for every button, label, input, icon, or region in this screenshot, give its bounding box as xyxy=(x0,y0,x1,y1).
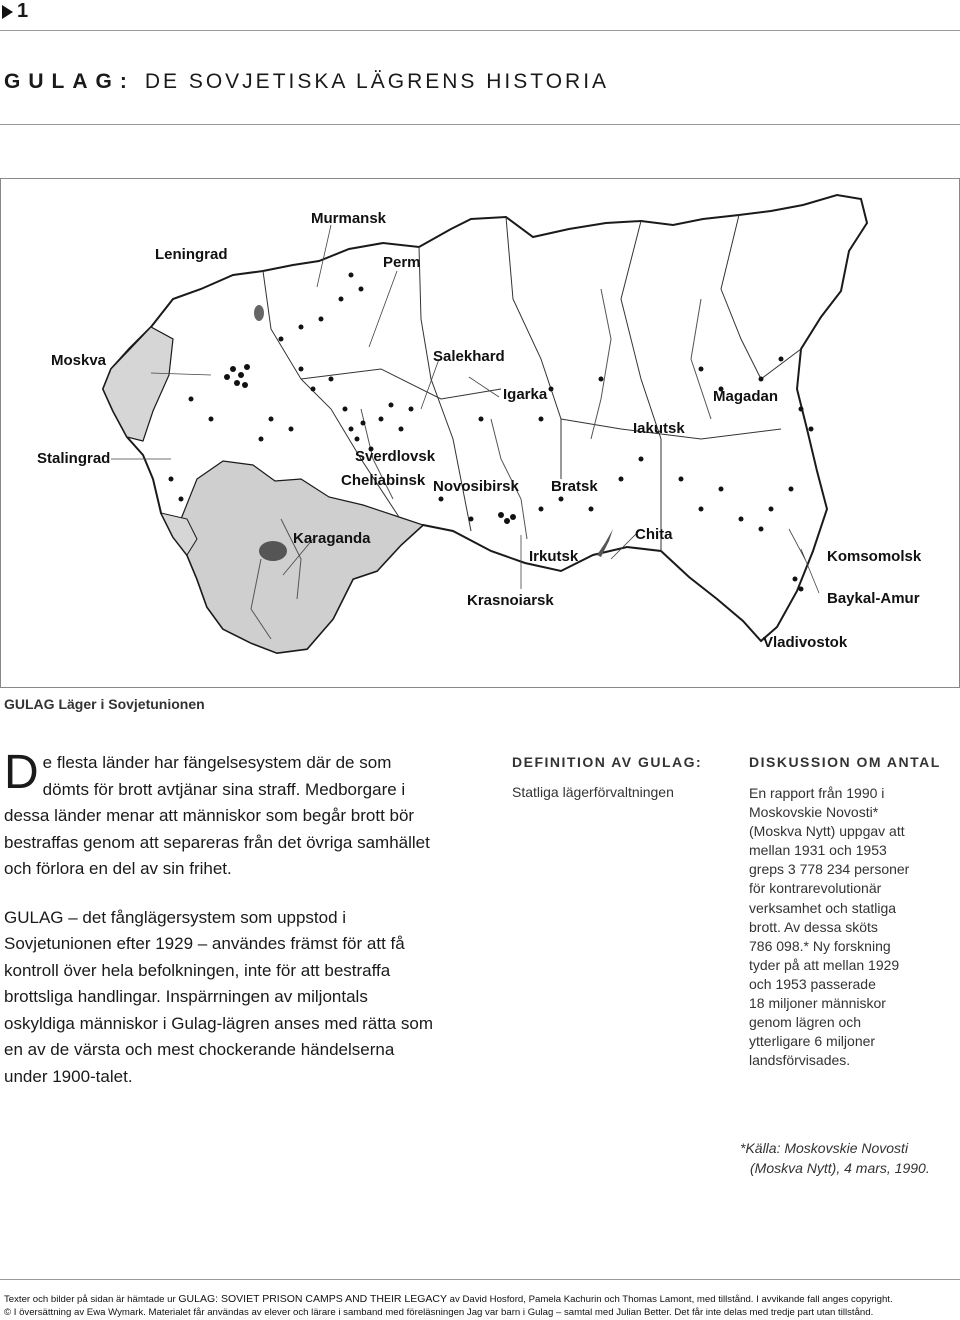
discussion-line: för kontrarevolutionär xyxy=(749,880,882,897)
discussion-line: greps 3 778 234 personer xyxy=(749,861,910,878)
discussion-line: brott. Av dessa sköts xyxy=(749,918,878,935)
discussion-text xyxy=(749,784,949,1070)
discussion-line: (Moskva Nytt) uppgav att xyxy=(749,823,905,840)
discussion-line: verksamhet och statliga xyxy=(749,899,897,916)
discussion-line: 786 098.* Ny forskning xyxy=(749,937,891,954)
label-irkutsk: Irkutsk xyxy=(529,548,579,565)
map-caption: GULAG Läger i Sovjetunionen xyxy=(4,696,205,712)
label-cheliabinsk: Cheliabinsk xyxy=(341,472,426,489)
discussion-line: Moskovskie Novosti* xyxy=(749,804,879,821)
footer xyxy=(4,1293,959,1319)
label-novosibirsk: Novosibirsk xyxy=(433,478,519,495)
discussion-line: ytterligare 6 miljoner xyxy=(749,1033,876,1050)
source-line-1: *Källa: Moskovskie Novosti xyxy=(740,1140,909,1156)
title-sub: DE SOVJETISKA LÄGRENS HISTORIA xyxy=(144,70,610,93)
definition-heading: DEFINITION AV GULAG: xyxy=(512,754,703,770)
footer-credit-c: av David Hosford, Pamela Kachurin och Thomas Lamont, med tillstånd. I avvikande fall anges copyright. xyxy=(449,1294,893,1305)
definition-text: Statliga lägerförvaltningen xyxy=(512,784,674,800)
footer-credit-a: Texter och bilder på sidan är hämtade ur xyxy=(4,1294,176,1305)
definition-box xyxy=(512,754,722,800)
top-rule xyxy=(0,30,960,31)
footer-rule xyxy=(0,1279,960,1280)
triangle-marker-icon xyxy=(2,5,13,19)
discussion-box xyxy=(749,754,949,1070)
lake-balkhash xyxy=(259,541,287,561)
label-moskva: Moskva xyxy=(51,352,107,369)
lake-ladoga xyxy=(254,305,264,321)
discussion-line: tyder på att mellan 1929 xyxy=(749,956,900,973)
title-main: GULAG: xyxy=(4,70,135,93)
label-bratsk: Bratsk xyxy=(551,478,598,495)
footer-line-1 xyxy=(4,1293,959,1306)
label-baykal-amur: Baykal-Amur xyxy=(827,590,920,607)
discussion-line: En rapport från 1990 i xyxy=(749,785,885,801)
label-stalingrad: Stalingrad xyxy=(37,450,111,467)
label-magadan: Magadan xyxy=(713,388,779,405)
label-krasnoiarsk: Krasnoiarsk xyxy=(467,592,554,609)
page-number xyxy=(2,0,28,23)
discussion-line: mellan 1931 och 1953 xyxy=(749,842,887,859)
title-rule xyxy=(0,124,960,125)
discussion-line: landsförvisades. xyxy=(749,1052,851,1069)
page-title xyxy=(4,70,609,94)
label-perm: Perm xyxy=(383,254,421,271)
discussion-heading: DISKUSSION OM ANTAL xyxy=(749,754,941,770)
label-chita: Chita xyxy=(635,526,673,543)
footer-book-title: GULAG: SOVIET PRISON CAMPS AND THEIR LEGACY xyxy=(178,1293,447,1305)
label-iakutsk: Iakutsk xyxy=(633,420,685,437)
discussion-line: och 1953 passerade xyxy=(749,975,876,992)
label-salekhard: Salekhard xyxy=(433,348,505,365)
body-paragraph-1 xyxy=(4,746,434,883)
page-number-text: 1 xyxy=(17,0,29,22)
label-murmansk: Murmansk xyxy=(311,210,387,227)
discussion-line: genom lägren och xyxy=(749,1014,862,1031)
label-igarka: Igarka xyxy=(503,386,548,403)
gulag-map xyxy=(0,178,960,688)
label-leningrad: Leningrad xyxy=(155,246,228,263)
label-komsomolsk: Komsomolsk xyxy=(827,548,922,565)
source-note xyxy=(740,1138,955,1178)
discussion-line: 18 miljoner människor xyxy=(749,995,886,1012)
label-karaganda: Karaganda xyxy=(293,530,371,547)
body-paragraph-1-text: e flesta länder har fängelsesystem där de som dömts för brott avtjänar sina straff. Medborgare i dessa länder menar att människor som begår brott bör bestraffas genom att separeras från det övriga samhället och förlora en del av sin frihet. xyxy=(4,753,430,878)
dropcap: D xyxy=(4,746,39,799)
body-text xyxy=(4,746,434,1090)
label-vladivostok: Vladivostok xyxy=(763,634,848,651)
label-sverdlovsk: Sverdlovsk xyxy=(355,448,436,465)
source-line-2: (Moskva Nytt), 4 mars, 1990. xyxy=(750,1160,930,1176)
footer-line-2: © I översättning av Ewa Wymark. Materialet får användas av elever och lärare i samband med föreläsningen Jag var barn i Gulag – samtal med Julian Better. Det får inte delas med tredje part utan tillstånd. xyxy=(4,1307,874,1318)
body-paragraph-2: GULAG – det fånglägersystem som uppstod i Sovjetunionen efter 1929 – användes främst för att få kontroll över hela befolkningen, inte för att bestraffa brottsliga handlingar. Inspärrningen av miljontals oskyldiga människor i Gulag-lägren anses med rätta som en av de värsta och mest chockerande händelserna under 1900-talet. xyxy=(4,907,433,1086)
